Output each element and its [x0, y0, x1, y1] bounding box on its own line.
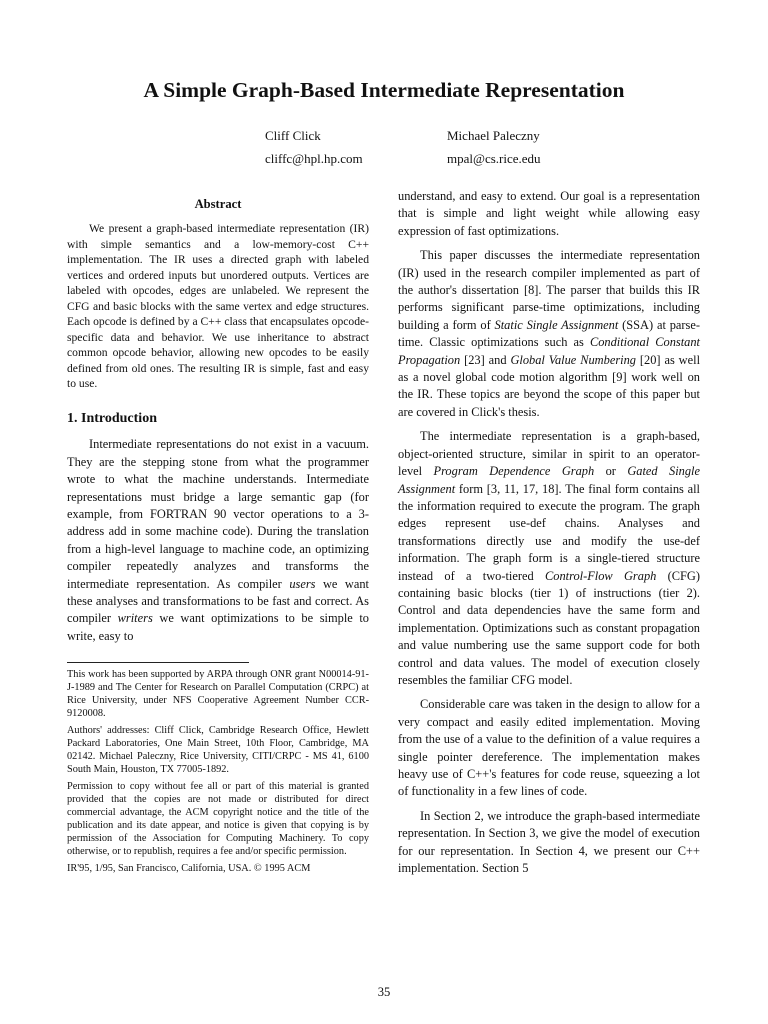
- author-1: [265, 124, 363, 170]
- footnote-rule: [67, 662, 249, 663]
- footnote-venue: IR'95, 1/95, San Francisco, California, USA. © 1995 ACM: [67, 863, 311, 874]
- right-column: [398, 188, 700, 884]
- emphasis-gvn: Global Value Numbering: [510, 352, 636, 367]
- footnotes: [67, 668, 369, 879]
- text-run: or: [594, 464, 628, 479]
- footnote-funding: This work has been supported by ARPA through ONR grant N00014-91-J-1989 and The Center for Research on Parallel Computation (CRPC) at Rice University, under NFS Cooperative Agreement Number CCR-9120008.: [67, 669, 369, 719]
- emphasis-gsa: Gated Single Assignment: [398, 464, 700, 496]
- author-2: [447, 124, 541, 170]
- author-email: cliffc@hpl.hp.com: [265, 151, 363, 166]
- text-run: [23] and: [460, 352, 511, 367]
- section-heading-introduction: 1. Introduction: [67, 410, 157, 426]
- page-number: 35: [377, 985, 391, 999]
- text-run: (CFG) containing basic blocks (tier 1) of instructions (tier 2). Control and data dependencies have the same form and implementation. Optimizations such as constant propagation and value numbering use the same support code for both control and data values. The model of execution closely resembles the familiar CFG model.: [398, 568, 700, 687]
- author-name: Michael Paleczny: [447, 128, 540, 143]
- text-run: we want optimizations to be simple to write, easy to: [67, 611, 370, 643]
- paragraph-ir-overview: [398, 247, 700, 421]
- text-run: Intermediate representations do not exist in a vacuum. They are the stepping stone from what the programmer wrote to what the machine understands. Intermediate representations must bridge a large semantic gap (for example, from FORTRAN 90 vector operations to a 3-address add in some machine code). During the translation from a high-level language to machine code, an optimizing compiler repeatedly analyzes and transforms the intermediate representation. As compiler: [67, 437, 369, 591]
- emphasis-writers: writers: [117, 611, 153, 626]
- emphasis-cfg: Control-Flow Graph: [545, 568, 657, 583]
- text-run: [20] as well as a novel global code motion algorithm [9] work well on the IR. These topics are beyond the scope of this paper but are covered in Click's thesis.: [398, 352, 701, 419]
- emphasis-pdg: Program Dependence Graph: [433, 464, 595, 479]
- paragraph-outline: In Section 2, we introduce the graph-based intermediate representation. In Section 3, we give the model of execution for our representation. In Section 4, we present our C++ implementation. Section 5: [398, 808, 700, 876]
- footnote-addresses: Authors' addresses: Cliff Click, Cambridge Research Office, Hewlett Packard Laboratories, One Main Street, 10th Floor, Cambridge, MA 02142. Michael Paleczny, Rice University, CITI/CRPC - MS 41, 6100 South Main, Houston, TX 77005-1892.: [67, 725, 369, 775]
- abstract-text: We present a graph-based intermediate representation (IR) with simple semantics and a low-memory-cost C++ implementation. The IR uses a directed graph with labeled vertices and ordered inputs but unordered outputs. Vertices are labeled with opcodes, edges are unlabeled. We represent the CFG and basic blocks with the same vertex and edge structures. Each opcode is defined by a C++ class that encapsulates opcode-specific data and behavior. We use inheritance to abstract common opcode behavior, allowing new opcodes to be easily defined from old ones. The resulting IR is simple, fast and easy to use.: [67, 222, 369, 391]
- intro-paragraph: [67, 436, 369, 645]
- paragraph-implementation: Considerable care was taken in the design to allow for a very compact and easily edited implementation. Moving from the use of a value to the definition of a value requires a single pointer dereference. The implementation makes heavy use of C++'s features for code reuse, squeezing a lot of functionality in a few lines of code.: [398, 697, 700, 799]
- author-name: Cliff Click: [265, 128, 321, 143]
- author-email: mpal@cs.rice.edu: [447, 151, 541, 166]
- continued-paragraph: understand, and easy to extend. Our goal is a representation that is simple and light weight while allowing easy expression of fast optimizations.: [398, 189, 700, 238]
- text-run: form [3, 11, 17, 18]. The final form contains all the information required to execute the program. The graph edges represent use-def chains. Analyses and transformations directly use and modify the use-def information. The graph form is a single-tiered structure instead of a two-tiered: [398, 481, 700, 583]
- text-run: This paper discusses the intermediate representation (IR) used in the research compiler implemented as part of the author's dissertation [8]. The parser that builds this IR performs significant parse-time optimizations, including building a form of: [398, 248, 700, 332]
- text-run: The intermediate representation is a graph-based, object-oriented structure, similar in spirit to an operator-level: [398, 429, 700, 479]
- paper-title: A Simple Graph-Based Intermediate Representation: [143, 78, 625, 102]
- paragraph-graph-structure: [398, 428, 700, 689]
- text-run: (SSA) at parse-time. Classic optimizations such as: [398, 317, 700, 350]
- text-run: we want these analyses and transformations to be fast and correct. As compiler: [67, 576, 370, 626]
- footnote-permission: Permission to copy without fee all or part of this material is granted provided that the copies are not made or distributed for direct commercial advantage, the ACM copyright notice and the title of the publication and its date appear, and notice is given that copying is by permission of the Association for Computing Machinery. To copy otherwise, or to republish, requires a fee and/or specific permission.: [67, 781, 369, 857]
- left-column: [67, 196, 369, 652]
- emphasis-ccp: Conditional Constant Propagation: [398, 335, 701, 367]
- emphasis-ssa: Static Single Assignment: [494, 317, 619, 332]
- abstract-heading: Abstract: [194, 197, 242, 211]
- emphasis-users: users: [289, 576, 316, 591]
